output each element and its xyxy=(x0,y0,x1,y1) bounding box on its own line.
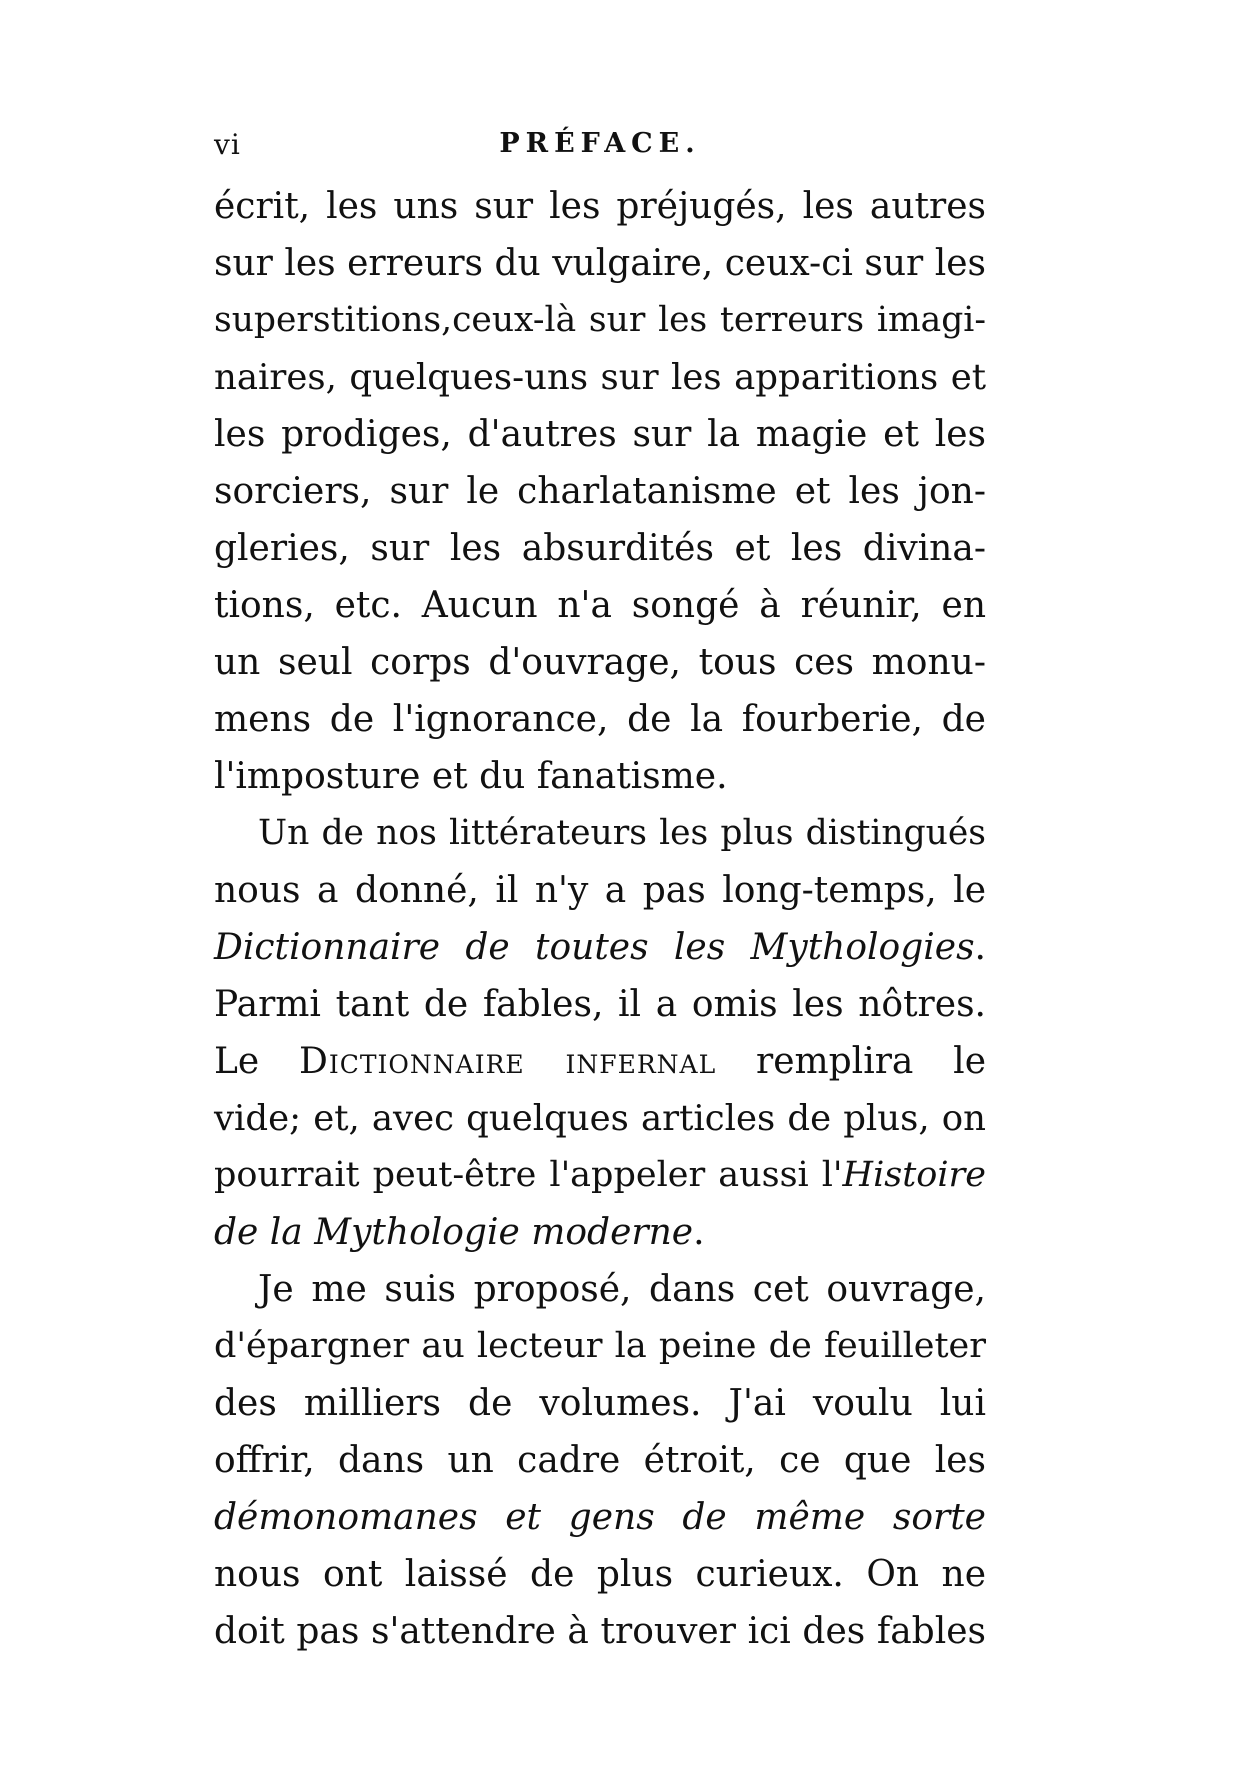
text-line: tions, etc. Aucun n'a songé à réunir, en xyxy=(214,585,986,626)
text-line: naires, quelques-uns sur les apparitions et xyxy=(214,357,986,398)
text-line: mens de l'ignorance, de la fourberie, de xyxy=(214,699,986,740)
text-line: sorciers, sur le charlatanisme et les jon- xyxy=(214,471,986,512)
header-title: PRÉFACE. xyxy=(499,128,701,159)
text-line: superstitions,ceux-là sur les terreurs imagi- xyxy=(214,300,986,340)
page-number: vi xyxy=(214,128,241,161)
book-title-italic: de la Mythologie moderne xyxy=(214,1212,694,1253)
text-segment: . xyxy=(974,927,986,968)
text-segment: remplira le xyxy=(716,1041,986,1082)
text-line xyxy=(214,1489,986,1546)
text-line xyxy=(214,1147,986,1204)
preface-text xyxy=(214,178,986,1660)
text-line: nous ont laissé de plus curieux. On ne xyxy=(214,1554,986,1595)
text-segment: . xyxy=(693,1212,705,1253)
book-title-italic: Dictionnaire de toutes les Mythologies xyxy=(214,927,975,968)
text-line: un seul corps d'ouvrage, tous ces monu- xyxy=(214,642,986,683)
paragraph-start-line: Un de nos littérateurs les plus distingués xyxy=(258,813,986,853)
text-line: Parmi tant de fables, il a omis les nôtres. xyxy=(214,984,986,1025)
text-line: nous a donné, il n'y a pas long-temps, le xyxy=(214,870,986,911)
paragraph-end-line xyxy=(214,1204,986,1261)
text-line xyxy=(214,919,986,976)
book-title-small-caps: Dictionnaire infernal xyxy=(299,1041,717,1082)
text-line: écrit, les uns sur les préjugés, les autres xyxy=(214,186,986,227)
text-line: offrir, dans un cadre étroit, ce que les xyxy=(214,1440,986,1481)
text-line: d'épargner au lecteur la peine de feuilleter xyxy=(214,1326,986,1366)
paragraph-start-line: Je me suis proposé, dans cet ouvrage, xyxy=(258,1269,986,1310)
text-line: vide; et, avec quelques articles de plus, on xyxy=(214,1098,986,1139)
text-segment: Le xyxy=(214,1041,300,1082)
paragraph-end-line: l'imposture et du fanatisme. xyxy=(214,756,728,797)
text-line: doit pas s'attendre à trouver ici des fables xyxy=(214,1611,986,1652)
italic-phrase: démonomanes et gens de même sorte xyxy=(214,1497,986,1538)
text-line xyxy=(214,1033,986,1090)
text-line: gleries, sur les absurdités et les divina- xyxy=(214,528,986,569)
text-segment: pourrait peut-être l'appeler aussi l' xyxy=(214,1155,843,1195)
text-line: les prodiges, d'autres sur la magie et les xyxy=(214,414,986,455)
text-line: des milliers de volumes. J'ai voulu lui xyxy=(214,1383,986,1424)
book-title-italic: Histoire xyxy=(842,1155,986,1195)
running-head xyxy=(214,128,986,168)
text-line: sur les erreurs du vulgaire, ceux-ci sur les xyxy=(214,243,986,284)
